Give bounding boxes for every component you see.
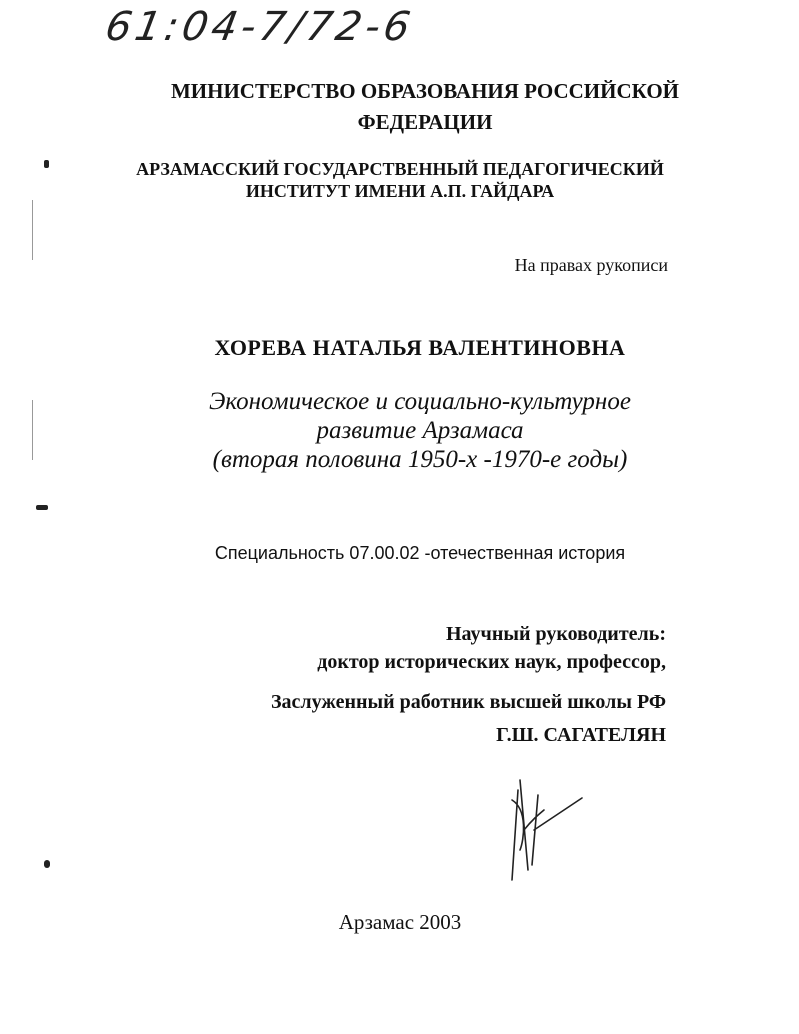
signature	[498, 770, 588, 890]
supervisor-degree: доктор исторических наук, профессор,	[317, 651, 666, 673]
ministry-line-1: МИНИСТЕРСТВО ОБРАЗОВАНИЯ РОССИЙСКОЙ	[170, 79, 680, 103]
supervisor-name: Г.Ш. САГАТЕЛЯН	[496, 724, 666, 746]
supervisor-block-1	[200, 620, 666, 676]
archive-code-handwritten: 61:04-7/72-6	[101, 4, 418, 50]
manuscript-rights: На правах рукописи	[514, 255, 668, 275]
margin-dot-3	[44, 860, 50, 868]
margin-line-1	[32, 200, 33, 260]
author-name: ХОРЕВА НАТАЛЬЯ ВАЛЕНТИНОВНА	[214, 335, 626, 360]
title-line-1: Экономическое и социально-культурное	[209, 388, 631, 415]
institute-heading	[120, 158, 680, 202]
supervisor-heading: Научный руководитель:	[446, 623, 666, 645]
institute-line-2: ИНСТИТУТ ИМЕНИ А.П. ГАЙДАРА	[245, 181, 555, 201]
margin-dot-1	[44, 160, 49, 168]
ministry-line-2: ФЕДЕРАЦИИ	[357, 110, 493, 134]
city-year: Арзамас 2003	[338, 910, 462, 934]
signature-stroke-1	[512, 780, 582, 880]
institute-line-1: АРЗАМАССКИЙ ГОСУДАРСТВЕННЫЙ ПЕДАГОГИЧЕСКИЙ	[136, 159, 664, 179]
supervisor-block-2	[150, 686, 666, 752]
title-line-3: (вторая половина 1950-х -1970-е годы)	[212, 446, 628, 473]
dissertation-title	[150, 387, 690, 474]
margin-dot-2	[36, 505, 48, 510]
ministry-heading	[150, 76, 700, 138]
title-line-2: развитие Арзамаса	[316, 417, 524, 444]
specialty: Специальность 07.00.02 -отечественная история	[214, 543, 626, 563]
supervisor-honor: Заслуженный работник высшей школы РФ	[270, 691, 666, 713]
margin-line-2	[32, 400, 33, 460]
